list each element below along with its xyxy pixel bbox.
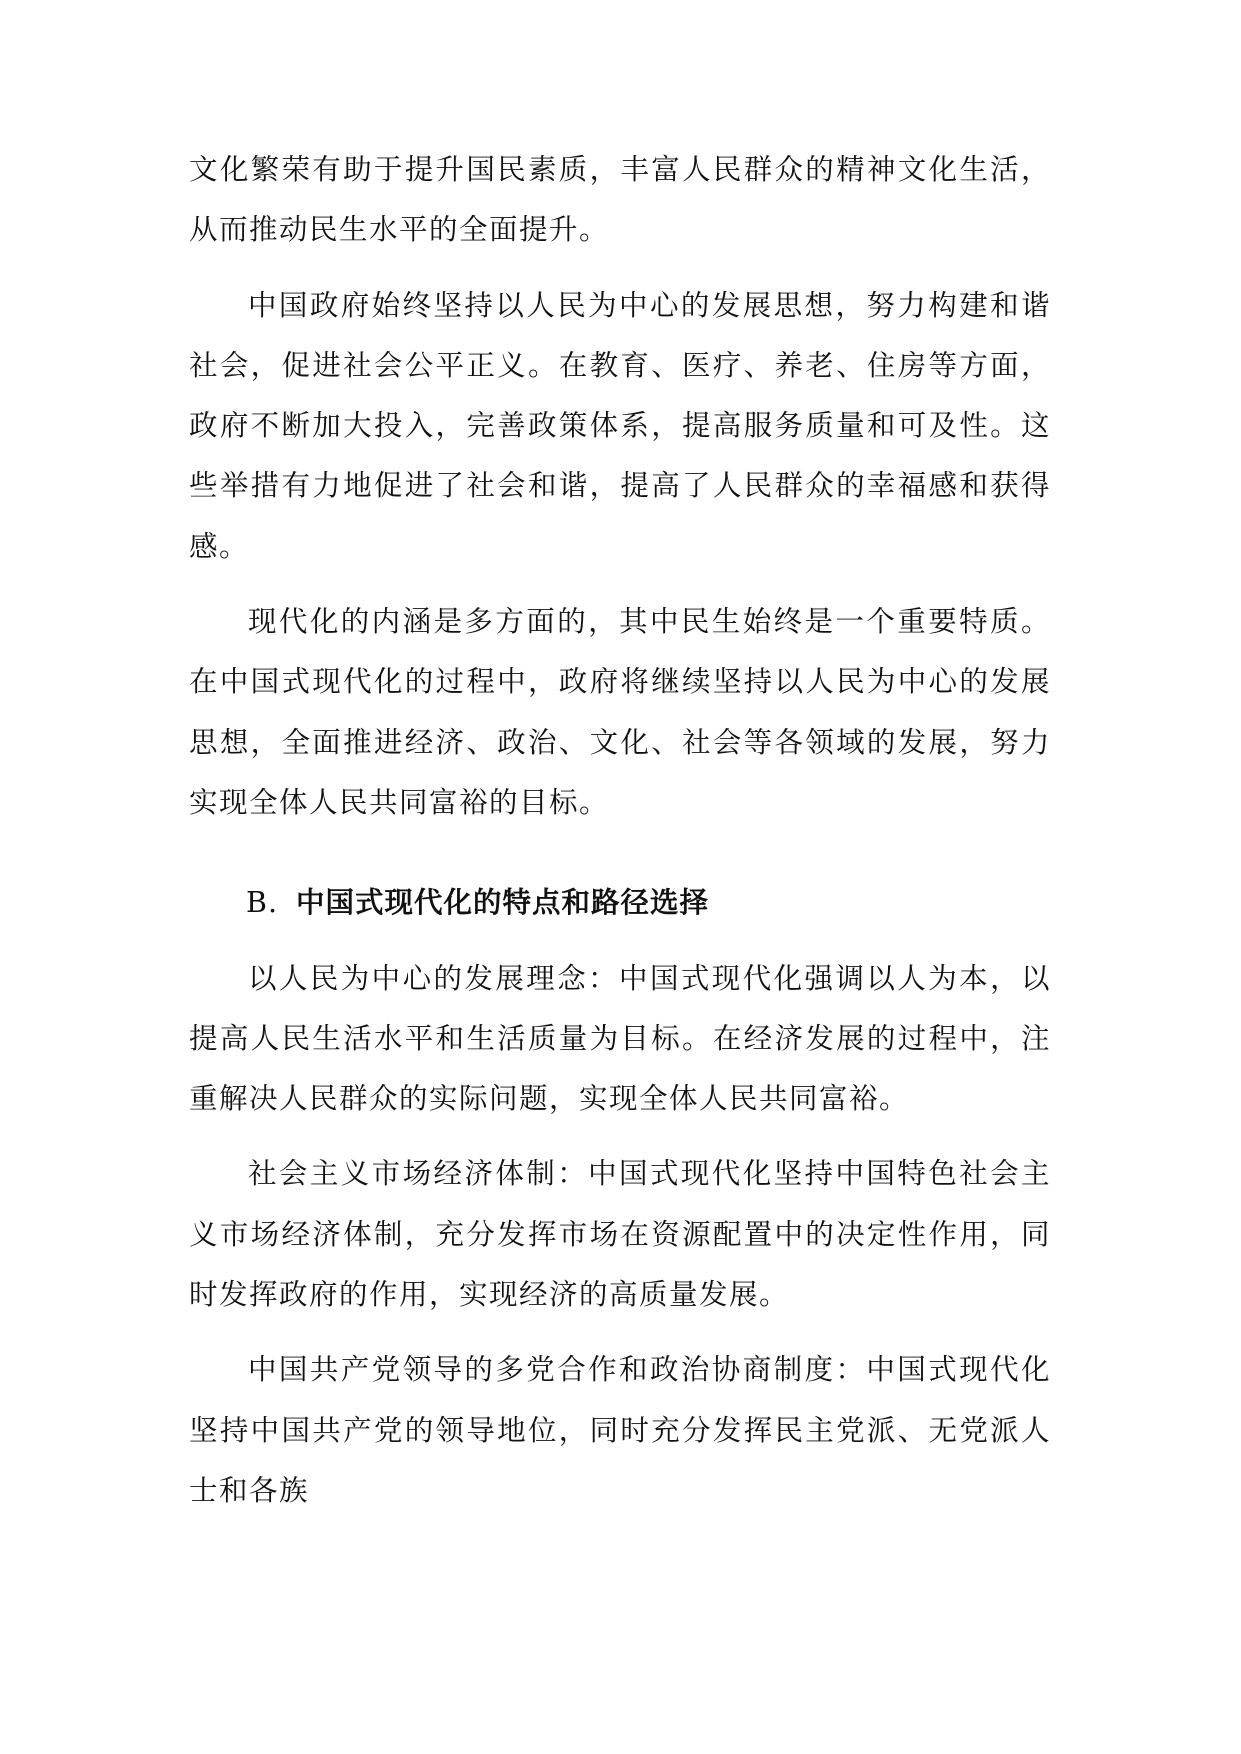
paragraph-modernization-livelihood: 现代化的内涵是多方面的，其中民生始终是一个重要特质。在中国式现代化的过程中，政府将继续坚持以人民为中心的发展思想，全面推进经济、政治、文化、社会等各领域的发展，努力实现全体人民共同富裕的目标。 <box>189 605 1051 819</box>
section-heading <box>189 873 1051 933</box>
paragraph-people-centered-concept: 以人民为中心的发展理念：中国式现代化强调以人为本，以提高人民生活水平和生活质量为目标。在经济发展的过程中，注重解决人民群众的实际问题，实现全体人民共同富裕。 <box>189 961 1051 1116</box>
paragraph-multiparty-cooperation: 中国共产党领导的多党合作和政治协商制度：中国式现代化坚持中国共产党的领导地位，同时充分发挥民主党派、无党派人士和各族 <box>189 1353 1051 1507</box>
paragraph-government-people-centered: 中国政府始终坚持以人民为中心的发展思想，努力构建和谐社会，促进社会公平正义。在教育、医疗、养老、住房等方面，政府不断加大投入，完善政策体系，提高服务质量和可及性。这些举措有力地促进了社会和谐，提高了人民群众的幸福感和获得感。 <box>189 288 1051 563</box>
body-text <box>189 140 1051 1536</box>
paragraph-market-economy: 社会主义市场经济体制：中国式现代化坚持中国特色社会主义市场经济体制，充分发挥市场在资源配置中的决定性作用，同时发挥政府的作用，实现经济的高质量发展。 <box>189 1157 1051 1312</box>
section-heading-title: 中国式现代化的特点和路径选择 <box>296 886 710 920</box>
paragraph-continuation: 文化繁荣有助于提升国民素质，丰富人民群众的精神文化生活，从而推动民生水平的全面提升。 <box>189 153 1051 247</box>
section-heading-marker: B. <box>246 886 279 920</box>
